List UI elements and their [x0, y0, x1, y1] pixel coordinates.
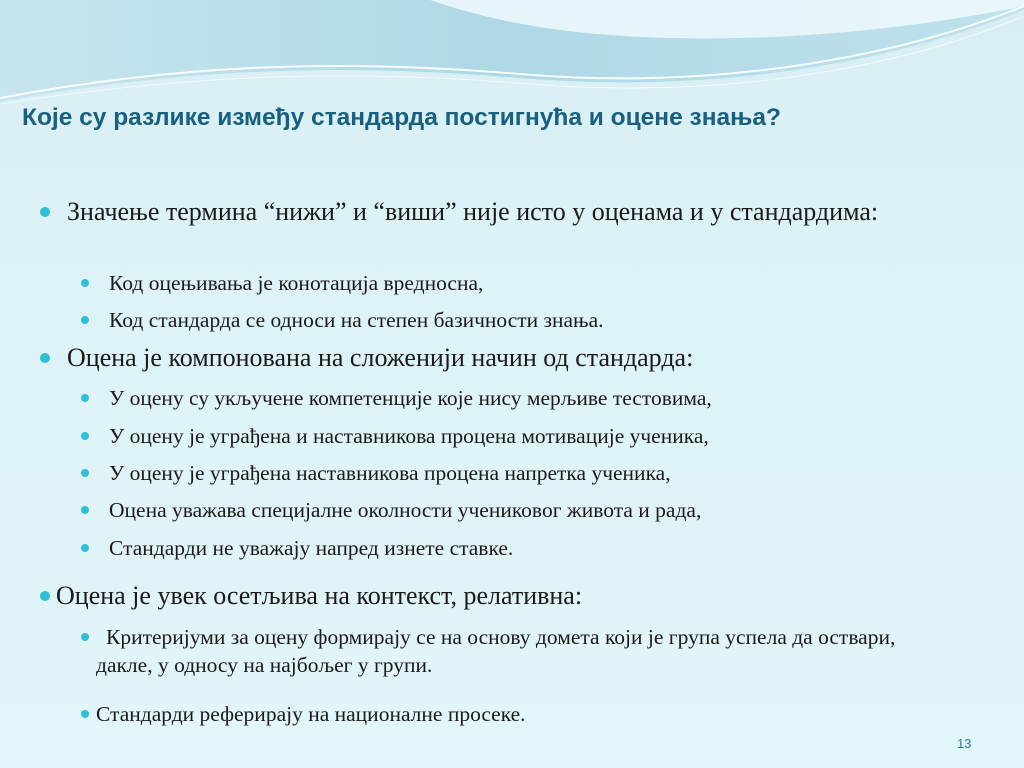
slide-title: Које су разлике између стандарда постигнућа и оцене знања? — [22, 104, 781, 131]
bullet-dot-icon — [40, 353, 50, 363]
sub-bullet-text: Критеријуми за оцену формирају се на основу домета који је група успела да оствари, дакле, у односу на најбољег у групи. — [96, 625, 896, 677]
sub-bullet-text: Оцена уважава специјалне околности учениковог живота и рада, — [109, 498, 702, 522]
sub-bullet-text: У оцену су укључене компетенције које нису мерљиве тестовима, — [109, 386, 712, 410]
bullet-item — [56, 580, 956, 612]
sub-bullet-text: Код оцењивања је конотација вредносна, — [109, 271, 484, 295]
sub-bullet-dot-icon — [81, 394, 89, 402]
sub-bullet-dot-icon — [81, 279, 89, 287]
sub-bullet-item — [109, 422, 989, 450]
page-number: 13 — [957, 736, 972, 751]
sub-bullet-item — [96, 623, 896, 679]
bullet-text: Значење термина “нижи” и “виши” није исто у оценама и у стандардима: — [67, 197, 879, 226]
sub-bullet-item — [109, 534, 989, 562]
sub-bullet-item — [109, 384, 989, 412]
bullet-dot-icon — [40, 207, 50, 217]
sub-bullet-text: Стандарди реферирају на националне просеке. — [96, 702, 526, 726]
sub-bullet-text: Стандарди не уважају напред изнете ставке. — [109, 536, 514, 560]
sub-bullet-dot-icon — [81, 710, 89, 718]
bullet-text: Оцена је компонована на сложенији начин од стандарда: — [67, 343, 694, 372]
sub-bullet-item — [109, 496, 989, 524]
sub-bullet-item — [109, 306, 989, 334]
bullet-item — [67, 342, 967, 374]
sub-bullet-text: Код стандарда се односи на степен базичности знања. — [109, 308, 604, 332]
sub-bullet-item — [109, 269, 989, 297]
bullet-item — [67, 196, 967, 228]
bullet-text: Оцена је увек осетљива на контекст, релативна: — [56, 581, 583, 610]
sub-bullet-dot-icon — [81, 506, 89, 514]
bullet-dot-icon — [40, 591, 50, 601]
sub-bullet-text: У оцену је уграђена и наставникова процена мотивације ученика, — [109, 424, 709, 448]
sub-bullet-item — [109, 459, 989, 487]
sub-bullet-text: У оцену је уграђена наставникова процена напретка ученика, — [109, 461, 671, 485]
sub-bullet-dot-icon — [81, 432, 89, 440]
sub-bullet-dot-icon — [81, 316, 89, 324]
sub-bullet-dot-icon — [81, 544, 89, 552]
sub-bullet-dot-icon — [81, 633, 89, 641]
sub-bullet-dot-icon — [81, 469, 89, 477]
sub-bullet-item — [96, 700, 976, 728]
